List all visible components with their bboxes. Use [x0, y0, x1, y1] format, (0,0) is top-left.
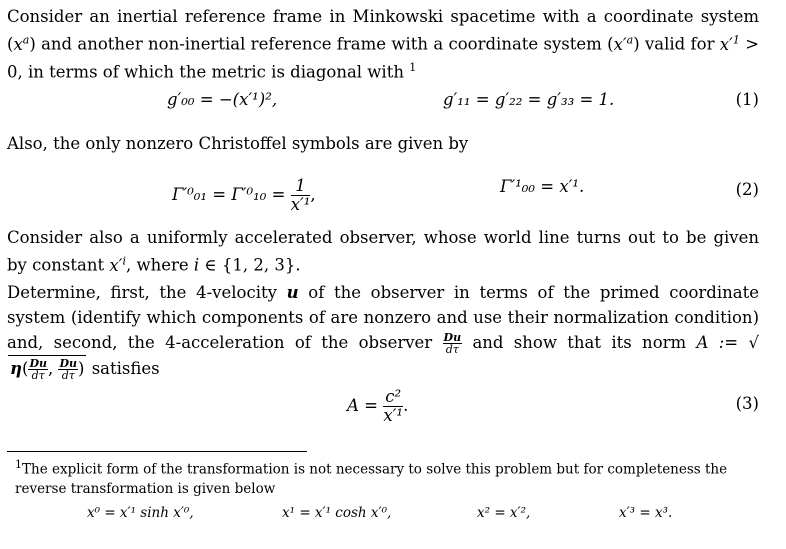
paragraph-task: Determine, first, the 4-velocity u of the observer in terms of the primed coordinate system (identify which components of are nonzero and use their normalization condition) and, second, the 4-acceleration of the observer $\frac{Du}{d\tau}$ and show that its norm A := √η( $\frac{Du}{d\tau}$ , $\frac{Du}{d\tau}$ ) satisfies [7, 283, 759, 382]
footnote-eq-c: x² = x′², [477, 505, 531, 521]
intro-text-b: ) and another non-inertial reference frame with a coordinate system ( [29, 34, 614, 54]
eq3-number: (3) [735, 394, 759, 413]
observer-text-c: ∈ {1, 2, 3}. [199, 255, 301, 275]
coord-xpi: $x'^i$ [109, 254, 126, 275]
christoffel-text: Also, the only nonzero Christoffel symbols are given by [7, 134, 469, 153]
eq1-left: g′₀₀ = −(x′¹)², [167, 90, 278, 109]
footnote [15, 455, 759, 499]
coord-xpa: $x'^a$ [613, 33, 634, 54]
eq2-right: Γ′¹₀₀ = x′¹. [500, 177, 585, 196]
intro-text-a: Consider an inertial reference frame in Minkowski spacetime with a coordinate system ( [7, 7, 759, 54]
eq1-right: g′₁₁ = g′₂₂ = g′₃₃ = 1. [443, 90, 615, 109]
equation-1 [7, 90, 759, 124]
footnote-mark[interactable]: 1 [409, 60, 417, 74]
footnote-rule [7, 451, 307, 452]
paragraph-christoffel [7, 132, 759, 155]
intro-text-c: ) valid for [633, 34, 720, 54]
task-text-a: Determine, first, the 4-velocity [7, 283, 287, 302]
task-text-b: of the observer in terms of the primed coordinate system (identify which components of are nonzero and use their normalization condition) and, second, the 4-acceleration of the observer [7, 283, 759, 352]
footnote-eq-d: x′³ = x³. [619, 505, 673, 521]
footnote-eq-b: x¹ = x′¹ cosh x′⁰, [282, 505, 392, 521]
eq1-number: (1) [735, 90, 759, 109]
index-i: i [193, 255, 200, 275]
footnote-eq-a: x⁰ = x′¹ sinh x′⁰, [87, 505, 194, 521]
equation-3 [7, 380, 759, 426]
eq3: A = $\frac{\text{c²}}{\text{x′¹}}$ . [347, 387, 409, 425]
coord-xp1: $x'^1$ [719, 33, 740, 54]
task-text-c: and show that its norm [472, 333, 697, 352]
norm-sqrt: η( $\frac{Du}{d\tau}$ , $\frac{Du}{d\tau}$ ) [10, 357, 85, 382]
footnote-number: 1 [15, 458, 22, 471]
coord-xa: $x^a$ [13, 33, 30, 54]
eq2-number: (2) [735, 180, 759, 199]
velocity-u: u [286, 283, 299, 302]
footnote-text: The explicit form of the transformation is not necessary to solve this problem but for completeness the reverse transformation is given below [15, 461, 728, 497]
paragraph-intro [7, 5, 759, 83]
eq2-left: Γ′⁰₀₁ = Γ′⁰₁₀ = $\frac{1}{\text{x′¹}}$ , [172, 176, 316, 214]
footnote-equations [7, 505, 759, 529]
observer-text-a: Consider also a uniformly accelerated observer, whose world line turns out to be given by constant [7, 228, 759, 275]
accel-fraction: $\frac{Du}{d\tau}$ [443, 331, 462, 356]
task-text-d: satisfies [91, 359, 160, 378]
norm-def: A := [696, 333, 739, 352]
equation-2 [7, 168, 759, 212]
observer-text-b: , where [125, 255, 194, 275]
intro-text-d: > 0, in terms of which the metric is diagonal with [7, 34, 759, 81]
paragraph-observer [7, 226, 759, 277]
